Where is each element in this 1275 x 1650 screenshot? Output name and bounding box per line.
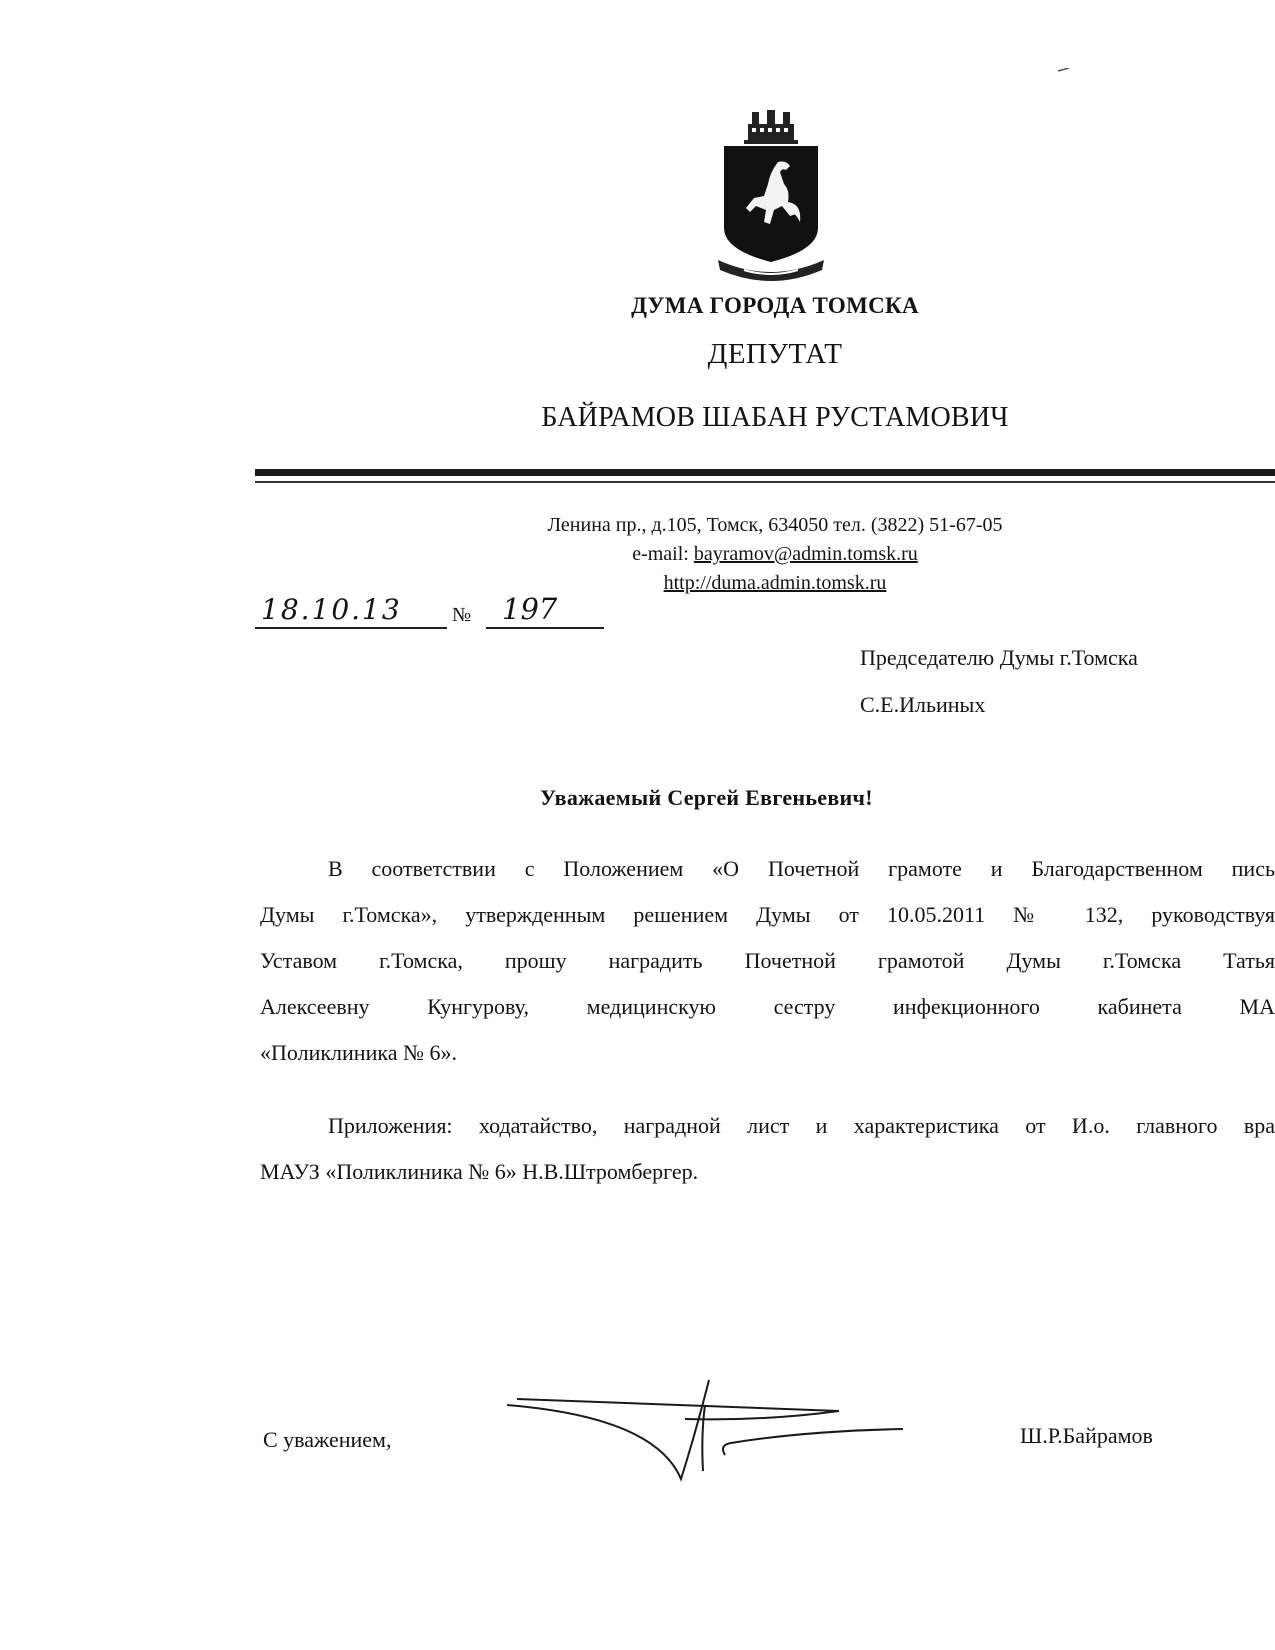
scan-mark (1058, 68, 1070, 72)
city-emblem-icon (716, 110, 826, 285)
email-line (0, 540, 1275, 568)
body-line: В соответствии с Положением «О Почетной грамоте и Благодарственном пись (328, 856, 1275, 881)
handwritten-signature (505, 1375, 905, 1485)
website-link[interactable]: http://duma.admin.tomsk.ru (663, 572, 887, 594)
registration-date: 18.10.13 (255, 595, 447, 629)
email-link[interactable]: bayramov@admin.tomsk.ru (693, 543, 918, 565)
signer-name: Ш.Р.Байрамов (1020, 1423, 1153, 1448)
addressee-position: Председателю Думы г.Томска (860, 645, 1138, 670)
website-line (0, 569, 1275, 597)
body-line: Думы г.Томска», утвержденным решением Думы от 10.05.2011 № 132, руководствуя (260, 902, 1275, 927)
deputy-name: БАЙРАМОВ ШАБАН РУСТАМОВИЧ (541, 402, 1009, 433)
body-line: Алексеевну Кунгурову, медицинскую сестру инфекционного кабинета МА (260, 994, 1275, 1019)
header-divider (255, 469, 1275, 476)
organization-title: ДУМА ГОРОДА ТОМСКА (631, 293, 919, 318)
registration-number: 197 (486, 593, 604, 629)
deputy-role: ДЕПУТАТ (707, 338, 843, 370)
registration-number-label: № (452, 604, 472, 626)
closing-regards: С уважением, (263, 1427, 392, 1452)
attachments-line: МАУЗ «Поликлиника № 6» Н.В.Штромбергер. (260, 1159, 699, 1184)
body-line: Уставом г.Томска, прошу наградить Почетной грамотой Думы г.Томска Татья (260, 948, 1275, 973)
body-line: «Поликлиника № 6». (260, 1040, 457, 1065)
address-line: Ленина пр., д.105, Томск, 634050 тел. (3822) 51-67-05 (547, 514, 1003, 536)
addressee-name: С.Е.Ильиных (860, 692, 986, 717)
email-label: e-mail: (632, 543, 694, 565)
attachments-line: Приложения: ходатайство, наградной лист и характеристика от И.о. главного вра (328, 1113, 1275, 1138)
header-divider-thin (255, 481, 1275, 483)
salutation: Уважаемый Сергей Евгеньевич! (540, 785, 873, 810)
